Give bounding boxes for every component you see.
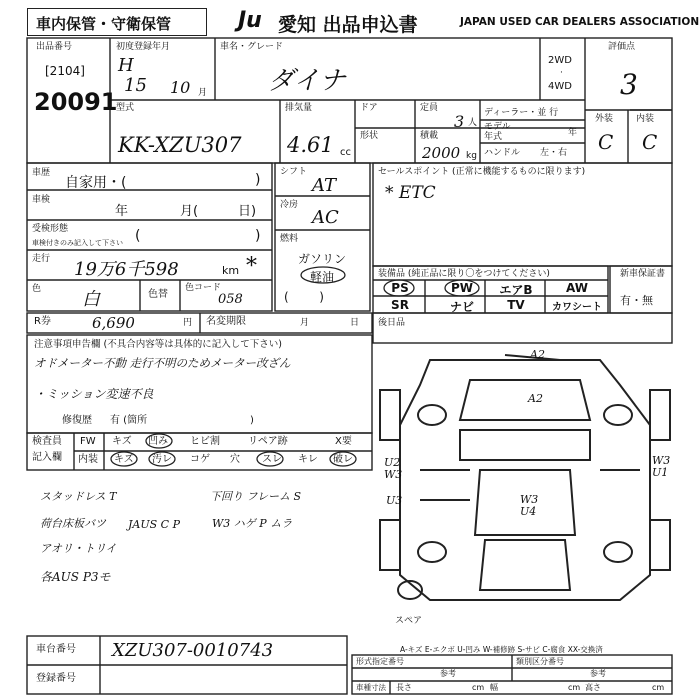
sales-point-label: セールスポイント (正常に機能するものに限ります) <box>378 167 586 177</box>
car-name-value: ダイナ <box>268 66 346 96</box>
fuel-diesel: 軽油 <box>310 270 335 284</box>
lot-label: 出品番号 <box>36 42 73 52</box>
notes-line1: オドメーター不動 走行不明のためメーター改ざん <box>34 356 291 370</box>
dealer-label: ディーラー・並 行 <box>484 108 559 118</box>
exterior-value: C <box>598 130 614 154</box>
recycle-label: R券 <box>34 316 51 327</box>
shift-value: AT <box>312 175 337 196</box>
attachment-label: 後日品 <box>378 318 406 328</box>
chassis-value: XZU307-0010743 <box>112 640 274 661</box>
dims-length: 長さ <box>396 683 412 692</box>
car-name-label: 車名・グレード <box>220 42 284 52</box>
chassis-label: 車台番号 <box>36 644 76 655</box>
equip-pw: PW <box>450 281 474 295</box>
reg-number-label: 登録番号 <box>36 673 76 684</box>
equip-aw: AW <box>566 281 588 295</box>
history-close: ) <box>255 172 261 188</box>
category-ref: 参考 <box>590 669 606 678</box>
fuel-paren: ( ) <box>284 290 324 304</box>
registration-month: 10 <box>170 78 191 97</box>
inspector-note-2: 下回り フレーム S <box>210 490 302 503</box>
capacity-unit: 人 <box>468 118 478 128</box>
diagram-mark-hood: A2 <box>528 392 543 405</box>
inspector-row2-1: 汚レ <box>152 454 172 465</box>
inspector-row2-6: 破レ <box>333 454 353 465</box>
mileage-mark: * <box>246 254 257 279</box>
history-value: 自家用・( <box>65 175 127 191</box>
diagram-mark-center: W3 U4 <box>520 493 539 518</box>
inspection-year: 年 <box>115 204 129 219</box>
load-value: 2000 <box>422 144 461 162</box>
interior-value: C <box>642 130 658 154</box>
diagram-spare: スペア <box>395 616 423 626</box>
inspector-row2-3: 穴 <box>230 454 240 465</box>
damage-legend: A-キズ E-エクボ U-凹み W-補修跡 S-サビ C-腐食 XX-交換済 <box>400 645 603 654</box>
history-label: 車歴 <box>32 168 51 178</box>
recycle-value: 6,690 <box>92 314 135 332</box>
equip-airbag: エアB <box>499 283 533 297</box>
inspector-row1-3: リペア跡 <box>248 436 288 447</box>
equip-sr: SR <box>391 298 409 312</box>
inspection-month: 月( <box>180 204 199 219</box>
inspector-note-4: JAUS C P <box>128 518 180 531</box>
exterior-label: 外装 <box>595 114 614 124</box>
repair-label: 修復歴 <box>62 415 92 426</box>
shape-label: 形状 <box>360 131 379 141</box>
inspector-row1-0: キズ <box>112 436 132 447</box>
grade-value: 3 <box>620 68 638 101</box>
shift-label: シフト <box>280 167 308 177</box>
fuel-gas: ガソリン <box>298 252 347 266</box>
notes-line2: ・ミッション変速不良 <box>34 387 154 401</box>
mileage-value: 19万6千598 <box>74 259 179 280</box>
dealer-model-year-label: モデル 年式 <box>484 122 511 142</box>
displacement-unit: cc <box>340 147 351 158</box>
inspector-note-3: 荷台床板バツ <box>40 517 106 530</box>
recycle-unit: 円 <box>183 318 193 328</box>
inspector-row1-head: FW <box>80 436 96 447</box>
dealer-year-unit: 年 <box>568 128 578 138</box>
color-code-label: 色コード <box>185 283 222 293</box>
drive-opt1: 2WD <box>548 55 572 66</box>
equip-kawa-seat: カワシート <box>552 302 602 313</box>
dims-width-unit: cm <box>568 683 581 692</box>
fuel-label: 燃料 <box>280 234 299 244</box>
aircon-value: AC <box>312 207 339 228</box>
aircon-label: 冷房 <box>280 200 299 210</box>
inspector-row2-2: コゲ <box>190 454 210 465</box>
storage-title: 車内保管・守衛保管 <box>36 15 172 33</box>
repair-close: ) <box>250 415 254 426</box>
diagram-mark-top: A2 <box>530 348 545 361</box>
form-number-ref: 参考 <box>440 669 456 678</box>
displacement-value: 4.61 <box>287 133 334 157</box>
load-label: 積載 <box>420 131 439 141</box>
inspection-day: 日) <box>238 204 257 219</box>
receipt-close: ) <box>255 228 261 244</box>
dims-width: 幅 <box>490 683 498 692</box>
inspector-row2-head: 内装 <box>78 454 98 465</box>
registration-year: 15 <box>124 75 147 96</box>
inspector-row2-0: キズ <box>114 454 134 465</box>
color-change-label: 色替 <box>148 289 168 300</box>
lot-code: [2104] <box>45 64 85 78</box>
inspector-note-6: アオリ・トリイ <box>40 542 117 555</box>
notes-label: 注意事項申告欄 (不具合内容等は具体的に記入して下さい) <box>34 339 282 350</box>
inspector-row2-4: スレ <box>262 454 282 465</box>
model-value: KK-XZU307 <box>118 133 242 157</box>
registration-label: 初度登録年月 <box>116 42 171 52</box>
registration-era: H <box>118 55 134 76</box>
equip-ps: PS <box>391 281 409 295</box>
color-value: 白 <box>82 289 100 310</box>
inspector-row1-4: X要 <box>335 436 352 447</box>
dims-length-unit: cm <box>472 683 485 692</box>
handle-options: 左・右 <box>540 148 568 158</box>
color-label: 色 <box>32 284 42 294</box>
dims-height: 高さ <box>585 683 601 692</box>
equipment-label: 装備品 (純正品に限り〇をつけてください) <box>378 269 550 279</box>
warranty-options: 有・無 <box>620 294 653 307</box>
inspector-label-2: 記入欄 <box>32 452 62 463</box>
mileage-unit: km <box>222 264 240 277</box>
doors-label: ドア <box>360 103 378 113</box>
color-code: 058 <box>218 292 243 307</box>
displacement-label: 排気量 <box>285 103 313 113</box>
inspector-label-1: 検査員 <box>32 436 62 447</box>
equip-tv: TV <box>507 298 525 312</box>
inspector-note-1: スタッドレス T <box>40 490 117 503</box>
equip-navi: ナビ <box>449 300 474 314</box>
warranty-label: 新車保証書 <box>620 269 666 279</box>
name-change-day: 日 <box>350 318 360 328</box>
diagram-mark-left-lower: U3 <box>386 494 403 507</box>
inspection-label: 車検 <box>32 195 51 205</box>
repair-value: 有 (箇所 <box>110 415 148 426</box>
handle-label: ハンドル <box>484 148 521 158</box>
diagram-mark-left-upper: U2 W3 <box>384 456 403 481</box>
inspector-note-7: 各AUS P3モ <box>40 570 111 584</box>
registration-month-unit: 月 <box>198 88 208 98</box>
name-change-label: 名変期限 <box>206 316 246 327</box>
receipt-label: 受検形態 <box>32 224 69 234</box>
receipt-open: ( <box>135 228 141 244</box>
lot-number: 20091 <box>34 88 118 116</box>
grade-label: 評価点 <box>608 42 636 52</box>
form-number-label: 形式指定番号 <box>356 657 404 666</box>
dims-label: 車種寸法 <box>356 683 386 692</box>
org-title: 愛知 出品申込書 <box>278 14 418 36</box>
drive-dot: · <box>560 68 563 78</box>
category-label: 類別区分番号 <box>516 657 564 666</box>
model-label: 型式 <box>116 103 135 113</box>
dims-height-unit: cm <box>652 683 665 692</box>
name-change-month: 月 <box>300 318 310 328</box>
inspector-row1-1: 凹み <box>148 436 168 447</box>
org-subtitle: JAPAN USED CAR DEALERS ASSOCIATION <box>460 16 700 28</box>
capacity-label: 定員 <box>420 103 439 113</box>
inspector-note-5: W3 ハゲ P ムラ <box>212 517 293 530</box>
inspector-row1-2: ヒビ割 <box>190 436 220 447</box>
interior-label: 内装 <box>636 114 655 124</box>
car-diagram <box>380 355 670 600</box>
inspector-row2-5: キレ <box>298 454 318 465</box>
load-unit: kg <box>466 151 477 161</box>
logo-mark: Ju <box>238 8 262 33</box>
mileage-label: 走行 <box>32 254 51 264</box>
diagram-mark-right: W3 U1 <box>652 454 671 479</box>
sales-point-value: * ETC <box>385 183 436 203</box>
capacity-value: 3 <box>454 112 465 131</box>
drive-opt2: 4WD <box>548 81 572 92</box>
receipt-note: 車検付きのみ記入して下さい <box>32 239 123 247</box>
